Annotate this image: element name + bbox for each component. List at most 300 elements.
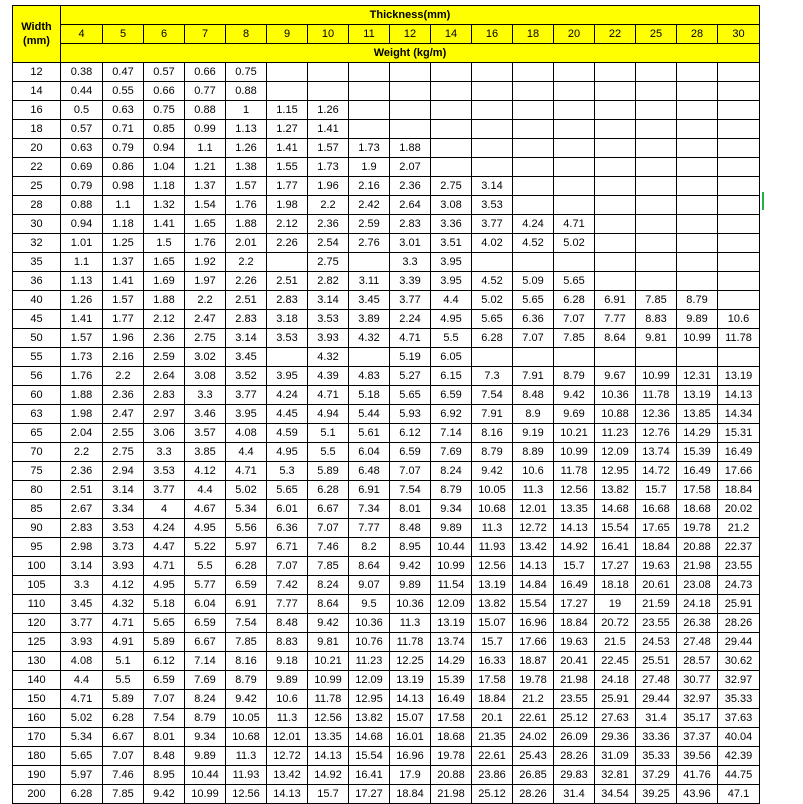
weight-value-cell: 8.48 xyxy=(267,614,308,633)
weight-value-cell xyxy=(718,82,760,101)
weight-value-cell: 10.88 xyxy=(595,405,636,424)
width-value-cell: 22 xyxy=(13,158,61,177)
weight-value-cell: 4.39 xyxy=(308,367,349,386)
table-row xyxy=(13,557,760,576)
weight-value-cell xyxy=(677,177,718,196)
weight-value-cell: 3.45 xyxy=(349,291,390,310)
weight-value-cell: 13.74 xyxy=(636,443,677,462)
width-value-cell: 20 xyxy=(13,139,61,158)
weight-value-cell: 27.48 xyxy=(677,633,718,652)
table-row xyxy=(13,63,760,82)
weight-value-cell: 12.01 xyxy=(267,728,308,747)
weight-value-cell: 1.88 xyxy=(61,386,103,405)
weight-value-cell: 6.59 xyxy=(226,576,267,595)
weight-value-cell: 14.72 xyxy=(636,462,677,481)
weight-value-cell: 1 xyxy=(226,101,267,120)
weight-value-cell: 7.14 xyxy=(185,652,226,671)
table-row xyxy=(13,633,760,652)
table-row xyxy=(13,139,760,158)
weight-value-cell: 1.57 xyxy=(308,139,349,158)
weight-value-cell: 37.63 xyxy=(718,709,760,728)
weight-value-cell: 12.25 xyxy=(390,652,431,671)
thickness-header: Thickness(mm) xyxy=(61,6,760,25)
weight-value-cell xyxy=(431,82,472,101)
weight-value-cell: 1.76 xyxy=(226,196,267,215)
weight-value-cell xyxy=(554,139,595,158)
weight-value-cell: 9.18 xyxy=(267,652,308,671)
weight-value-cell: 12.76 xyxy=(636,424,677,443)
weight-value-cell: 1.77 xyxy=(103,310,144,329)
weight-value-cell: 1.88 xyxy=(226,215,267,234)
weight-value-cell: 35.33 xyxy=(636,747,677,766)
weight-value-cell: 17.27 xyxy=(554,595,595,614)
weight-value-cell: 0.88 xyxy=(185,101,226,120)
weight-value-cell: 0.57 xyxy=(144,63,185,82)
weight-value-cell: 3.3 xyxy=(61,576,103,595)
weight-value-cell: 5.1 xyxy=(308,424,349,443)
table-row xyxy=(13,652,760,671)
weight-value-cell xyxy=(513,158,554,177)
weight-value-cell: 4.12 xyxy=(185,462,226,481)
weight-value-cell: 1.96 xyxy=(103,329,144,348)
weight-value-cell: 12.56 xyxy=(554,481,595,500)
weight-value-cell: 2.36 xyxy=(103,386,144,405)
weight-table xyxy=(12,5,760,804)
weight-value-cell: 8.64 xyxy=(308,595,349,614)
weight-value-cell: 3.93 xyxy=(103,557,144,576)
weight-value-cell: 25.91 xyxy=(718,595,760,614)
weight-value-cell xyxy=(636,82,677,101)
weight-header: Weight (kg/m) xyxy=(61,44,760,63)
weight-value-cell: 1.15 xyxy=(267,101,308,120)
weight-value-cell: 12.56 xyxy=(226,785,267,804)
weight-value-cell: 0.79 xyxy=(103,139,144,158)
weight-value-cell: 2.36 xyxy=(144,329,185,348)
weight-value-cell: 2.59 xyxy=(349,215,390,234)
weight-value-cell: 22.45 xyxy=(595,652,636,671)
table-row xyxy=(13,481,760,500)
weight-value-cell: 1.73 xyxy=(61,348,103,367)
weight-value-cell: 8.79 xyxy=(226,671,267,690)
width-value-cell: 28 xyxy=(13,196,61,215)
weight-value-cell xyxy=(595,348,636,367)
weight-value-cell: 2.83 xyxy=(226,310,267,329)
weight-value-cell: 1.92 xyxy=(185,253,226,272)
weight-value-cell: 2.67 xyxy=(61,500,103,519)
weight-value-cell xyxy=(677,139,718,158)
weight-value-cell: 5.02 xyxy=(226,481,267,500)
table-row xyxy=(13,671,760,690)
weight-value-cell: 20.1 xyxy=(472,709,513,728)
width-value-cell: 85 xyxy=(13,500,61,519)
weight-value-cell: 9.69 xyxy=(554,405,595,424)
weight-value-cell: 18.68 xyxy=(431,728,472,747)
weight-value-cell: 4.02 xyxy=(472,234,513,253)
weight-value-cell: 5.77 xyxy=(185,576,226,595)
weight-value-cell xyxy=(349,253,390,272)
weight-value-cell xyxy=(431,63,472,82)
weight-value-cell: 7.85 xyxy=(554,329,595,348)
weight-value-cell xyxy=(718,120,760,139)
weight-value-cell: 4.24 xyxy=(513,215,554,234)
weight-value-cell xyxy=(718,291,760,310)
weight-value-cell xyxy=(718,139,760,158)
width-value-cell: 36 xyxy=(13,272,61,291)
weight-value-cell: 5.5 xyxy=(308,443,349,462)
weight-value-cell: 5.65 xyxy=(144,614,185,633)
weight-value-cell xyxy=(513,63,554,82)
weight-value-cell xyxy=(472,101,513,120)
weight-value-cell xyxy=(554,196,595,215)
width-value-cell: 30 xyxy=(13,215,61,234)
weight-value-cell: 0.57 xyxy=(61,120,103,139)
weight-value-cell: 9.81 xyxy=(636,329,677,348)
weight-value-cell xyxy=(595,63,636,82)
weight-value-cell: 29.36 xyxy=(595,728,636,747)
weight-value-cell: 24.73 xyxy=(718,576,760,595)
weight-value-cell: 10.99 xyxy=(431,557,472,576)
weight-value-cell: 11.3 xyxy=(267,709,308,728)
weight-value-cell: 3.51 xyxy=(431,234,472,253)
weight-value-cell: 6.28 xyxy=(61,785,103,804)
thickness-value-cell: 4 xyxy=(61,25,103,44)
weight-value-cell: 12.36 xyxy=(636,405,677,424)
weight-value-cell: 2.97 xyxy=(144,405,185,424)
weight-value-cell: 4.4 xyxy=(226,443,267,462)
weight-value-cell xyxy=(677,120,718,139)
weight-value-cell: 4.52 xyxy=(513,234,554,253)
weight-value-cell: 23.55 xyxy=(554,690,595,709)
weight-value-cell: 9.42 xyxy=(554,386,595,405)
weight-value-cell: 4.32 xyxy=(103,595,144,614)
weight-value-cell xyxy=(267,82,308,101)
weight-value-cell: 7.07 xyxy=(144,690,185,709)
weight-value-cell xyxy=(595,101,636,120)
table-row xyxy=(13,595,760,614)
weight-value-cell: 8.79 xyxy=(554,367,595,386)
weight-value-cell: 7.07 xyxy=(554,310,595,329)
width-value-cell: 75 xyxy=(13,462,61,481)
weight-value-cell: 1.41 xyxy=(308,120,349,139)
weight-value-cell: 5.34 xyxy=(226,500,267,519)
weight-value-cell xyxy=(636,253,677,272)
width-value-cell: 120 xyxy=(13,614,61,633)
width-value-cell: 14 xyxy=(13,82,61,101)
weight-value-cell: 5.5 xyxy=(103,671,144,690)
weight-value-cell: 11.78 xyxy=(554,462,595,481)
weight-value-cell: 30.77 xyxy=(677,671,718,690)
weight-value-cell: 20.61 xyxy=(636,576,677,595)
weight-value-cell: 3.73 xyxy=(103,538,144,557)
weight-value-cell: 3.01 xyxy=(390,234,431,253)
weight-value-cell: 6.91 xyxy=(226,595,267,614)
weight-value-cell xyxy=(554,177,595,196)
weight-value-cell xyxy=(349,348,390,367)
weight-value-cell: 4.4 xyxy=(61,671,103,690)
weight-value-cell: 35.17 xyxy=(677,709,718,728)
weight-value-cell: 2.2 xyxy=(226,253,267,272)
weight-value-cell: 0.5 xyxy=(61,101,103,120)
width-value-cell: 140 xyxy=(13,671,61,690)
width-value-cell: 12 xyxy=(13,63,61,82)
weight-value-cell: 10.99 xyxy=(554,443,595,462)
weight-value-cell: 2.51 xyxy=(267,272,308,291)
weight-value-cell xyxy=(718,63,760,82)
weight-value-cell: 20.88 xyxy=(431,766,472,785)
weight-value-cell: 47.1 xyxy=(718,785,760,804)
weight-value-cell: 7.69 xyxy=(431,443,472,462)
weight-value-cell: 9.07 xyxy=(349,576,390,595)
weight-value-cell: 21.5 xyxy=(595,633,636,652)
width-value-cell: 105 xyxy=(13,576,61,595)
weight-value-cell: 8.48 xyxy=(390,519,431,538)
table-row xyxy=(13,253,760,272)
weight-value-cell xyxy=(554,101,595,120)
weight-value-cell xyxy=(472,82,513,101)
weight-value-cell: 3.57 xyxy=(185,424,226,443)
weight-value-cell: 6.04 xyxy=(349,443,390,462)
weight-value-cell: 7.3 xyxy=(472,367,513,386)
width-value-cell: 63 xyxy=(13,405,61,424)
weight-value-cell: 3.3 xyxy=(185,386,226,405)
weight-value-cell xyxy=(595,196,636,215)
weight-value-cell: 8.95 xyxy=(390,538,431,557)
weight-value-cell xyxy=(431,101,472,120)
weight-value-cell: 3.95 xyxy=(226,405,267,424)
weight-value-cell: 3.11 xyxy=(349,272,390,291)
weight-value-cell: 25.51 xyxy=(636,652,677,671)
weight-value-cell: 6.01 xyxy=(267,500,308,519)
weight-value-cell: 4.71 xyxy=(554,215,595,234)
weight-value-cell: 3.93 xyxy=(308,329,349,348)
weight-value-cell xyxy=(636,272,677,291)
weight-value-cell: 11.54 xyxy=(431,576,472,595)
weight-value-cell: 1.27 xyxy=(267,120,308,139)
weight-value-cell: 5.34 xyxy=(61,728,103,747)
weight-value-cell: 7.42 xyxy=(267,576,308,595)
weight-value-cell: 29.44 xyxy=(636,690,677,709)
weight-value-cell xyxy=(472,139,513,158)
weight-value-cell: 23.86 xyxy=(472,766,513,785)
weight-value-cell: 3.93 xyxy=(61,633,103,652)
thickness-value-cell: 30 xyxy=(718,25,760,44)
weight-value-cell: 37.29 xyxy=(636,766,677,785)
weight-value-cell: 21.35 xyxy=(472,728,513,747)
weight-value-cell: 3.3 xyxy=(144,443,185,462)
weight-value-cell: 2.55 xyxy=(103,424,144,443)
weight-value-cell: 1.41 xyxy=(144,215,185,234)
weight-value-cell xyxy=(472,348,513,367)
weight-value-cell: 4.83 xyxy=(349,367,390,386)
weight-value-cell: 12.56 xyxy=(308,709,349,728)
width-value-cell: 45 xyxy=(13,310,61,329)
weight-value-cell: 4.67 xyxy=(185,500,226,519)
weight-value-cell: 1.88 xyxy=(390,139,431,158)
weight-value-cell: 7.77 xyxy=(267,595,308,614)
weight-value-cell: 1.98 xyxy=(267,196,308,215)
weight-value-cell: 1.57 xyxy=(61,329,103,348)
weight-value-cell: 18.18 xyxy=(595,576,636,595)
weight-value-cell: 5.27 xyxy=(390,367,431,386)
weight-value-cell: 13.85 xyxy=(677,405,718,424)
weight-value-cell: 2.42 xyxy=(349,196,390,215)
edge-marker xyxy=(762,192,764,210)
weight-value-cell: 3.77 xyxy=(226,386,267,405)
weight-value-cell: 12.09 xyxy=(431,595,472,614)
weight-value-cell xyxy=(349,120,390,139)
weight-value-cell: 4.71 xyxy=(61,690,103,709)
width-value-cell: 190 xyxy=(13,766,61,785)
weight-value-cell: 0.75 xyxy=(226,63,267,82)
weight-value-cell: 5.97 xyxy=(61,766,103,785)
weight-value-cell: 11.3 xyxy=(226,747,267,766)
weight-value-cell: 3.14 xyxy=(226,329,267,348)
table-row xyxy=(13,709,760,728)
weight-value-cell: 11.3 xyxy=(390,614,431,633)
weight-value-cell: 0.38 xyxy=(61,63,103,82)
weight-value-cell: 1.18 xyxy=(144,177,185,196)
thickness-value-cell: 5 xyxy=(103,25,144,44)
weight-value-cell: 1.1 xyxy=(61,253,103,272)
weight-value-cell: 11.78 xyxy=(390,633,431,652)
weight-value-cell: 13.42 xyxy=(267,766,308,785)
weight-value-cell: 2.2 xyxy=(185,291,226,310)
weight-value-cell: 7.54 xyxy=(226,614,267,633)
weight-value-cell: 3.85 xyxy=(185,443,226,462)
weight-value-cell: 14.92 xyxy=(308,766,349,785)
weight-value-cell: 5.02 xyxy=(554,234,595,253)
weight-value-cell: 1.77 xyxy=(267,177,308,196)
width-header xyxy=(13,6,61,63)
weight-value-cell: 9.42 xyxy=(472,462,513,481)
weight-value-cell: 5.61 xyxy=(349,424,390,443)
weight-value-cell: 18.84 xyxy=(718,481,760,500)
weight-value-cell: 10.36 xyxy=(390,595,431,614)
weight-value-cell: 3.77 xyxy=(390,291,431,310)
weight-value-cell: 8.16 xyxy=(226,652,267,671)
weight-value-cell: 22.37 xyxy=(718,538,760,557)
weight-value-cell: 20.88 xyxy=(677,538,718,557)
weight-value-cell: 5.3 xyxy=(267,462,308,481)
weight-value-cell xyxy=(554,348,595,367)
weight-value-cell xyxy=(718,348,760,367)
weight-value-cell: 9.89 xyxy=(431,519,472,538)
weight-value-cell: 14.13 xyxy=(513,557,554,576)
weight-value-cell: 4.71 xyxy=(144,557,185,576)
weight-value-cell: 10.36 xyxy=(349,614,390,633)
weight-value-cell: 2.83 xyxy=(390,215,431,234)
weight-value-cell: 5.65 xyxy=(390,386,431,405)
weight-value-cell: 0.98 xyxy=(103,177,144,196)
weight-value-cell: 21.98 xyxy=(677,557,718,576)
weight-value-cell xyxy=(636,177,677,196)
weight-value-cell: 15.07 xyxy=(472,614,513,633)
thickness-value-cell: 16 xyxy=(472,25,513,44)
weight-value-cell: 4.95 xyxy=(267,443,308,462)
weight-value-cell: 2.12 xyxy=(144,310,185,329)
weight-value-cell: 1.65 xyxy=(144,253,185,272)
weight-value-cell: 2.36 xyxy=(61,462,103,481)
weight-value-cell: 15.7 xyxy=(472,633,513,652)
weight-value-cell xyxy=(554,63,595,82)
weight-value-cell xyxy=(431,158,472,177)
weight-value-cell: 2.64 xyxy=(390,196,431,215)
weight-value-cell: 15.39 xyxy=(431,671,472,690)
weight-value-cell: 7.07 xyxy=(308,519,349,538)
weight-value-cell: 12.95 xyxy=(595,462,636,481)
weight-value-cell: 16.96 xyxy=(513,614,554,633)
weight-value-cell: 4.71 xyxy=(226,462,267,481)
weight-value-cell xyxy=(636,234,677,253)
weight-value-cell: 4.4 xyxy=(185,481,226,500)
weight-value-cell: 8.83 xyxy=(267,633,308,652)
weight-value-cell: 0.75 xyxy=(144,101,185,120)
weight-value-cell: 19.78 xyxy=(677,519,718,538)
weight-value-cell: 26.09 xyxy=(554,728,595,747)
weight-value-cell: 2.16 xyxy=(103,348,144,367)
weight-value-cell: 6.28 xyxy=(554,291,595,310)
weight-value-cell: 5.89 xyxy=(308,462,349,481)
width-value-cell: 60 xyxy=(13,386,61,405)
weight-value-cell: 7.54 xyxy=(144,709,185,728)
weight-value-cell: 15.54 xyxy=(349,747,390,766)
weight-value-cell: 15.39 xyxy=(677,443,718,462)
weight-value-cell: 4.32 xyxy=(349,329,390,348)
weight-value-cell: 5.02 xyxy=(472,291,513,310)
thickness-value-cell: 11 xyxy=(349,25,390,44)
weight-value-cell: 3.45 xyxy=(61,595,103,614)
weight-value-cell: 19.63 xyxy=(554,633,595,652)
weight-value-cell: 2.24 xyxy=(390,310,431,329)
weight-value-cell: 1.41 xyxy=(103,272,144,291)
thickness-value-cell: 6 xyxy=(144,25,185,44)
weight-value-cell: 15.7 xyxy=(636,481,677,500)
weight-value-cell: 19.78 xyxy=(431,747,472,766)
weight-value-cell: 0.86 xyxy=(103,158,144,177)
weight-value-cell: 1.18 xyxy=(103,215,144,234)
weight-value-cell: 1.98 xyxy=(61,405,103,424)
weight-value-cell: 6.59 xyxy=(431,386,472,405)
weight-value-cell: 2.51 xyxy=(226,291,267,310)
table-row xyxy=(13,690,760,709)
weight-value-cell: 26.38 xyxy=(677,614,718,633)
weight-value-cell: 6.67 xyxy=(103,728,144,747)
weight-value-cell xyxy=(431,139,472,158)
weight-value-cell: 11.3 xyxy=(472,519,513,538)
weight-value-cell: 4.95 xyxy=(431,310,472,329)
weight-value-cell: 3.89 xyxy=(349,310,390,329)
weight-value-cell: 16.41 xyxy=(349,766,390,785)
weight-value-cell: 1.26 xyxy=(61,291,103,310)
weight-value-cell xyxy=(472,63,513,82)
weight-value-cell: 5.19 xyxy=(390,348,431,367)
weight-value-cell xyxy=(513,348,554,367)
weight-value-cell: 4.95 xyxy=(144,576,185,595)
weight-value-cell: 1.41 xyxy=(267,139,308,158)
weight-value-cell xyxy=(677,158,718,177)
weight-value-cell: 25.12 xyxy=(472,785,513,804)
weight-value-cell: 3.95 xyxy=(267,367,308,386)
weight-value-cell: 6.15 xyxy=(431,367,472,386)
weight-value-cell xyxy=(513,177,554,196)
thickness-value-cell: 18 xyxy=(513,25,554,44)
weight-value-cell: 14.13 xyxy=(308,747,349,766)
width-value-cell: 130 xyxy=(13,652,61,671)
weight-value-cell: 15.54 xyxy=(595,519,636,538)
weight-value-cell xyxy=(513,139,554,158)
weight-value-cell: 1.32 xyxy=(144,196,185,215)
weight-value-cell: 1.65 xyxy=(185,215,226,234)
